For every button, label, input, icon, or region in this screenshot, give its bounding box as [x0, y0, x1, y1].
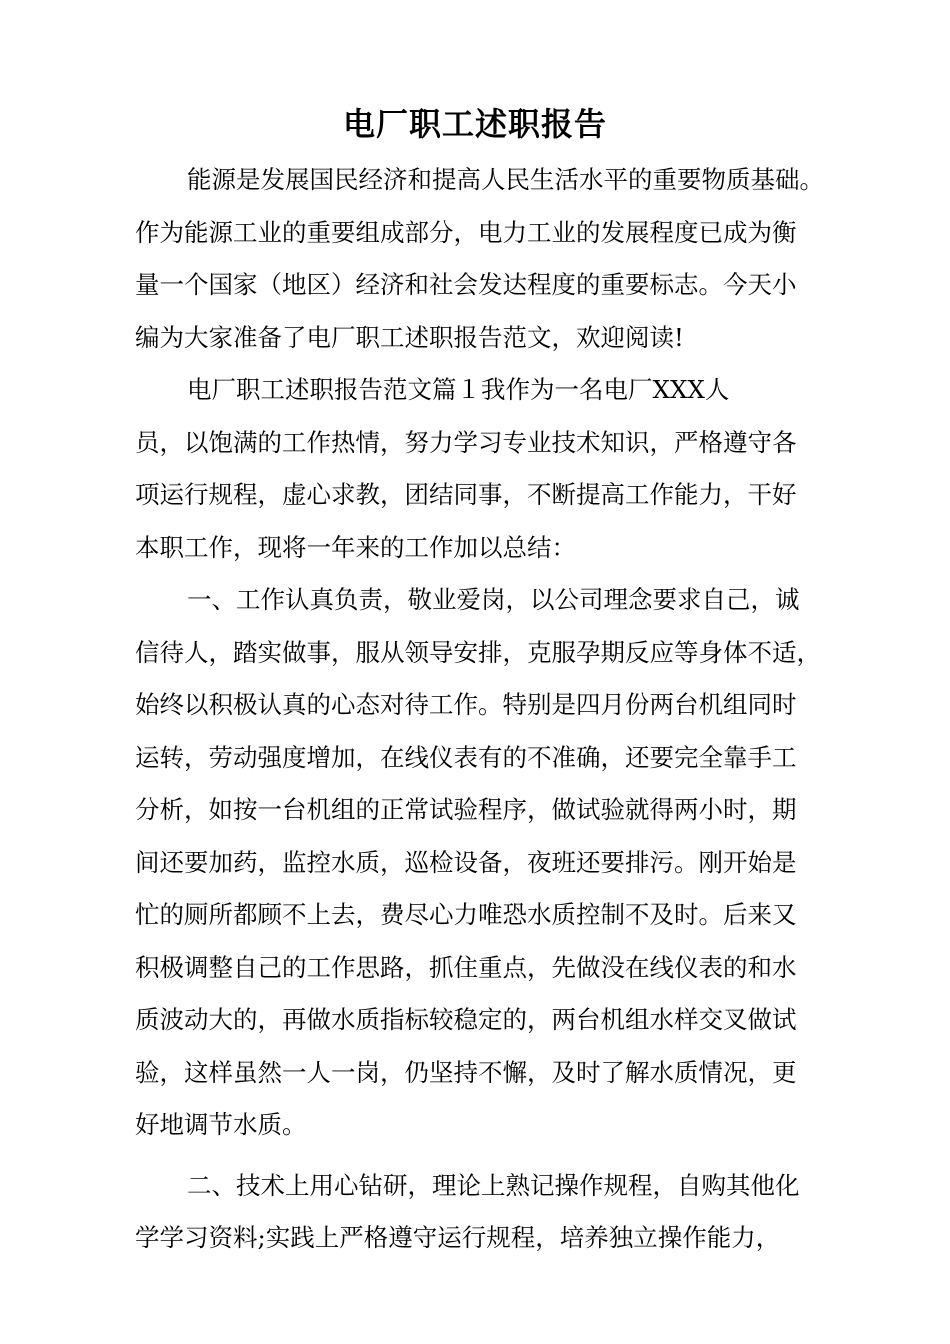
paragraph-line: 积极调整自己的工作思路，抓住重点，先做没在线仪表的和水	[135, 952, 797, 982]
paragraph-line: 好地调节水质。	[135, 1110, 307, 1139]
paragraph-line: 运转，劳动强度增加，在线仪表有的不准确，还要完全靠手工	[135, 742, 797, 772]
paragraph-line: 能源是发展国民经济和提高人民生活水平的重要物质基础。	[187, 165, 824, 194]
paragraph-line: 一、工作认真负责，敬业爱岗，以公司理念要求自己，诚	[187, 585, 800, 614]
paragraph-line: 始终以积极认真的心态对待工作。特别是四月份两台机组同时	[135, 690, 797, 719]
paragraph-line: 二、技术上用心钻研，理论上熟记操作规程，自购其他化	[187, 1170, 800, 1200]
document-body	[135, 154, 825, 1265]
paragraph-line: 员，以饱满的工作热情，努力学习专业技术知识，严格遵守各	[135, 427, 797, 457]
paragraph-line: 忙的厕所都顾不上去，费尽心力唯恐水质控制不及时。后来又	[135, 900, 797, 929]
paragraph-line: 验，这样虽然一人一岗，仍坚持不懈，及时了解水质情况，更	[135, 1057, 797, 1087]
paragraph-spacer	[135, 1152, 825, 1160]
paragraph-line: 信待人，踏实做事，服从领导安排，克服孕期反应等身体不适，	[135, 637, 821, 667]
paragraph-line: 间还要加药，监控水质，巡检设备，夜班还要排污。刚开始是	[135, 847, 797, 877]
paragraph-line: 作为能源工业的重要组成部分，电力工业的发展程度已成为衡	[135, 217, 797, 247]
paragraph-line: 学学习资料;实践上严格遵守运行规程，培养独立操作能力，	[135, 1223, 781, 1252]
paragraph-line: 编为大家准备了电厂职工述职报告范文，欢迎阅读!	[135, 322, 684, 352]
paragraph-line: 项运行规程，虚心求教，团结同事，不断提高工作能力，干好	[135, 480, 797, 509]
paragraph-line: 电厂职工述职报告范文篇１我作为一名电厂XXX人	[187, 375, 730, 404]
paragraph-line: 量一个国家（地区）经济和社会发达程度的重要标志。今天小	[135, 270, 797, 299]
document-title: 电厂职工述职报告	[342, 105, 607, 143]
paragraph-line: 本职工作，现将一年来的工作加以总结：	[135, 532, 576, 562]
paragraph-line: 质波动大的，再做水质指标较稳定的，两台机组水样交叉做试	[135, 1005, 797, 1034]
paragraph-line: 分析，如按一台机组的正常试验程序，做试验就得两小时，期	[135, 795, 797, 824]
